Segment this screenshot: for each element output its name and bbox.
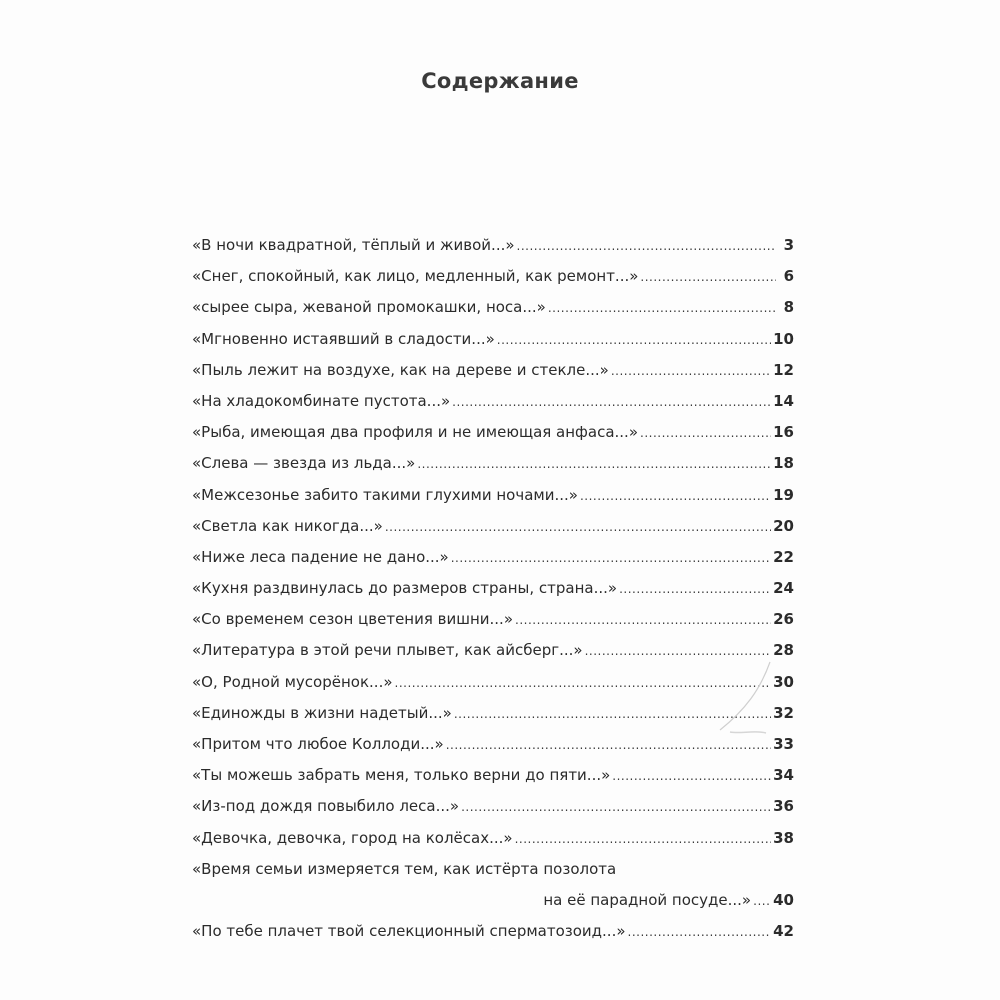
dot-leader <box>451 543 771 574</box>
toc-entry[interactable] <box>192 448 794 479</box>
toc-entry[interactable] <box>192 760 794 791</box>
toc-entry-title: «Мгновенно истаявший в сладости...» <box>192 329 495 348</box>
table-of-contents <box>192 230 794 947</box>
toc-entry-title: «Светла как никогда...» <box>192 516 383 535</box>
toc-entry-title: «сырее сыра, жеваной промокашки, носа...» <box>192 298 546 317</box>
toc-entry[interactable] <box>192 324 794 355</box>
toc-page-number: 40 <box>773 890 794 909</box>
toc-entry-title: «Слева — звезда из льда...» <box>192 454 416 473</box>
toc-entry[interactable] <box>192 729 794 760</box>
toc-entry-title: «Девочка, девочка, город на колёсах...» <box>192 828 513 847</box>
toc-entry[interactable] <box>192 698 794 729</box>
toc-entry[interactable] <box>192 791 794 822</box>
dot-leader <box>640 262 776 293</box>
toc-page-number: 34 <box>773 766 794 785</box>
toc-page-number: 42 <box>773 922 794 941</box>
toc-entry-title: «Притом что любое Коллоди...» <box>192 735 444 753</box>
toc-entry[interactable] <box>192 542 794 573</box>
dot-leader <box>497 325 771 356</box>
toc-page-number: 28 <box>773 641 794 660</box>
toc-page-number: 32 <box>773 703 794 722</box>
toc-page-number: 6 <box>783 267 794 286</box>
toc-page-number: 20 <box>773 516 794 535</box>
dot-leader <box>580 481 771 512</box>
toc-entry[interactable] <box>192 511 794 542</box>
toc-page-number: 16 <box>773 423 794 442</box>
toc-entry[interactable] <box>192 417 794 448</box>
toc-entry-title: «Рыба, имеющая два профиля и не имеющая анфаса...» <box>192 423 638 442</box>
toc-entry[interactable] <box>192 916 794 947</box>
toc-entry-title: «Межсезонье забито такими глухими ночами...» <box>192 485 578 504</box>
toc-entry-title: «Ниже леса падение не дано...» <box>192 547 449 566</box>
toc-page-number: 22 <box>773 547 794 566</box>
dot-leader <box>753 886 771 917</box>
toc-entry-title: «О, Родной мусорёнок...» <box>192 672 393 691</box>
toc-page-number: 24 <box>773 579 794 598</box>
toc-entry-title: «Из-под дождя повыбило леса...» <box>192 797 460 816</box>
dot-leader <box>612 761 771 792</box>
page-title: Содержание <box>421 69 579 93</box>
toc-entry-title: «Снег, спокойный, как лицо, медленный, как ремонт...» <box>192 267 639 286</box>
toc-page-number: 26 <box>773 610 794 629</box>
toc-page-number: 8 <box>783 298 794 317</box>
dot-leader <box>461 792 771 823</box>
toc-page-number: 33 <box>773 735 794 753</box>
dot-leader <box>515 824 772 855</box>
dot-leader <box>395 668 772 699</box>
toc-page-number: 3 <box>783 236 794 254</box>
toc-entry[interactable] <box>192 635 794 666</box>
toc-entry[interactable] <box>192 823 794 854</box>
dot-leader <box>640 418 771 449</box>
toc-entry-title: «По тебе плачет твой селекционный сперматозоид...» <box>192 922 626 941</box>
toc-entry-title-line1: «Время семьи измеряется тем, как истёрта позолота <box>192 859 617 878</box>
toc-entry[interactable] <box>192 854 794 916</box>
toc-entry[interactable] <box>192 480 794 511</box>
dot-leader <box>611 356 771 387</box>
toc-page-number: 10 <box>773 329 794 348</box>
toc-page-number: 12 <box>773 360 794 379</box>
toc-entry[interactable] <box>192 667 794 698</box>
toc-entry[interactable] <box>192 292 794 323</box>
dot-leader <box>385 512 771 543</box>
toc-entry[interactable] <box>192 386 794 417</box>
toc-page-number: 38 <box>773 828 794 847</box>
toc-entry-title: «Со временем сезон цветения вишни...» <box>192 610 513 629</box>
dot-leader <box>452 387 771 418</box>
toc-page-number: 18 <box>773 454 794 473</box>
toc-entry-title: «Ты можешь забрать меня, только верни до пяти...» <box>192 766 611 785</box>
toc-entry[interactable] <box>192 573 794 604</box>
toc-page-number: 36 <box>773 797 794 816</box>
toc-entry-title: «Единожды в жизни надетый...» <box>192 703 452 722</box>
toc-entry[interactable] <box>192 230 794 261</box>
toc-entry-title: «Кухня раздвинулась до размеров страны, страна...» <box>192 579 618 598</box>
dot-leader <box>515 605 771 636</box>
toc-entry[interactable] <box>192 604 794 635</box>
toc-entry-title-line2: на её парадной посуде...» <box>543 890 752 909</box>
dot-leader <box>417 449 771 480</box>
dot-leader <box>446 730 771 761</box>
dot-leader <box>619 574 771 605</box>
toc-entry[interactable] <box>192 261 794 292</box>
toc-entry-title: «В ночи квадратной, тёплый и живой...» <box>192 236 515 254</box>
toc-entry-title: «Пыль лежит на воздухе, как на дереве и стекле...» <box>192 360 609 379</box>
toc-page-number: 30 <box>773 672 794 691</box>
toc-page-number: 14 <box>773 391 794 410</box>
dot-leader <box>628 917 772 948</box>
dot-leader <box>517 231 776 262</box>
dot-leader <box>548 293 776 324</box>
dot-leader <box>454 699 771 730</box>
toc-page-number: 19 <box>773 485 794 504</box>
toc-entry-title: «Литература в этой речи плывет, как айсберг...» <box>192 641 583 660</box>
toc-entry[interactable] <box>192 355 794 386</box>
dot-leader <box>585 636 772 667</box>
toc-entry-title: «На хладокомбинате пустота...» <box>192 391 451 410</box>
